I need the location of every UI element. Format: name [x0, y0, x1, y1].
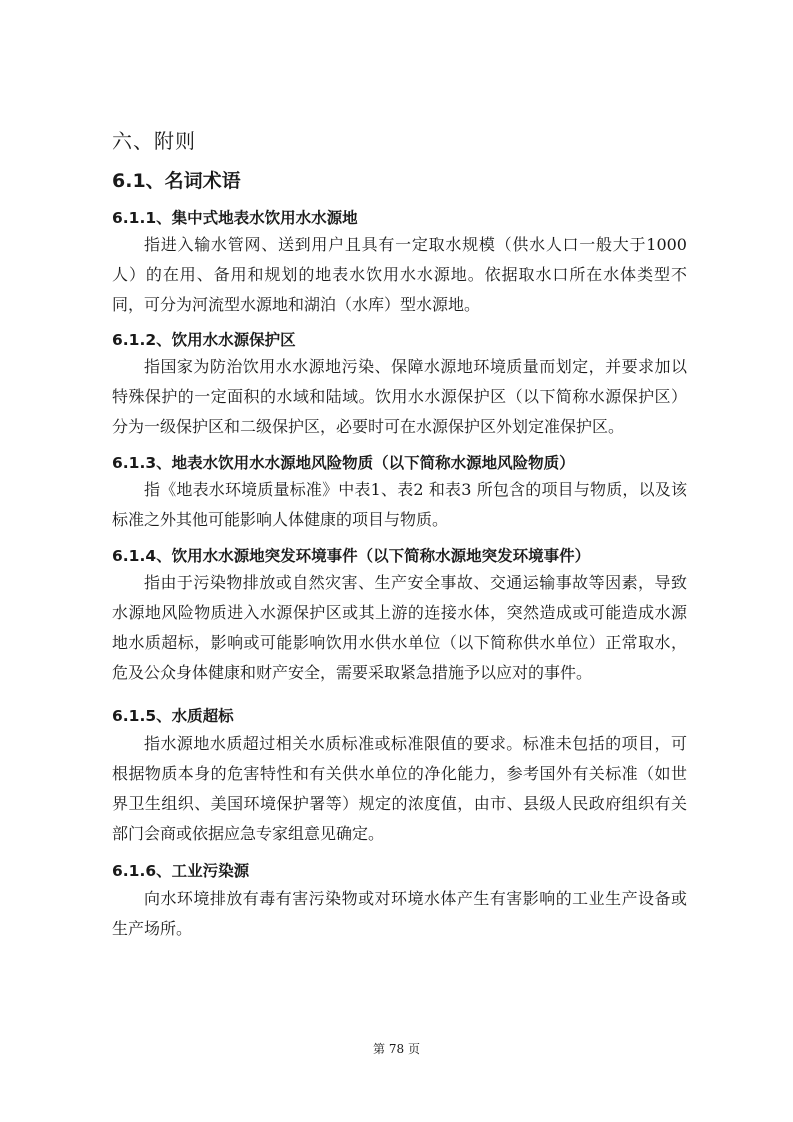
term-paragraph-6-1-4: 指由于污染物排放或自然灾害、生产安全事故、交通运输事故等因素，导致水源地风险物质进入水源保护区或其上游的连接水体，突然造成或可能造成水源地水质超标，影响或可能影响饮用水供水单位（以下简称供水单位）正常取水，危及公众身体健康和财产安全，需要采取紧急措施予以应对的事件。	[112, 573, 687, 682]
term-paragraph-6-1-1: 指进入输水管网、送到用户且具有一定取水规模（供水人口一般大于1000 人）的在用、备用和规划的地表水饮用水水源地。依据取水口所在水体类型不同，可分为河流型水源地和湖泊（水库）型水源地。	[112, 235, 687, 314]
term-heading-6-1-5: 6.1.5、水质超标	[112, 707, 234, 725]
section-title: 6.1、名词术语	[112, 170, 241, 192]
term-paragraph-6-1-6: 向水环境排放有毒有害污染物或对环境水体产生有害影响的工业生产设备或生产场所。	[112, 889, 687, 938]
term-heading-6-1-3: 6.1.3、地表水饮用水水源地风险物质（以下简称水源地风险物质）	[112, 454, 575, 472]
term-heading-6-1-2: 6.1.2、饮用水水源保护区	[112, 331, 296, 349]
term-paragraph-6-1-2: 指国家为防治饮用水水源地污染、保障水源地环境质量而划定，并要求加以特殊保护的一定面积的水域和陆域。饮用水水源保护区（以下简称水源保护区）分为一级保护区和二级保护区，必要时可在水源保护区外划定准保护区。	[112, 357, 687, 436]
page-number: 第 78 页	[373, 1042, 420, 1056]
term-paragraph-6-1-3: 指《地表水环境质量标准》中表1、表2 和表3 所包含的项目与物质，以及该标准之外其他可能影响人体健康的项目与物质。	[112, 480, 687, 529]
term-heading-6-1-6: 6.1.6、工业污染源	[112, 862, 250, 880]
chapter-title: 六、附则	[112, 129, 196, 153]
term-heading-6-1-4: 6.1.4、饮用水水源地突发环境事件（以下简称水源地突发环境事件）	[112, 547, 591, 565]
term-heading-6-1-1: 6.1.1、集中式地表水饮用水水源地	[112, 209, 358, 227]
term-paragraph-6-1-5: 指水源地水质超过相关水质标准或标准限值的要求。标准未包括的项目，可根据物质本身的危害特性和有关供水单位的净化能力，参考国外有关标准（如世界卫生组织、美国环境保护署等）规定的浓度值，由市、县级人民政府组织有关部门会商或依据应急专家组意见确定。	[112, 734, 687, 843]
